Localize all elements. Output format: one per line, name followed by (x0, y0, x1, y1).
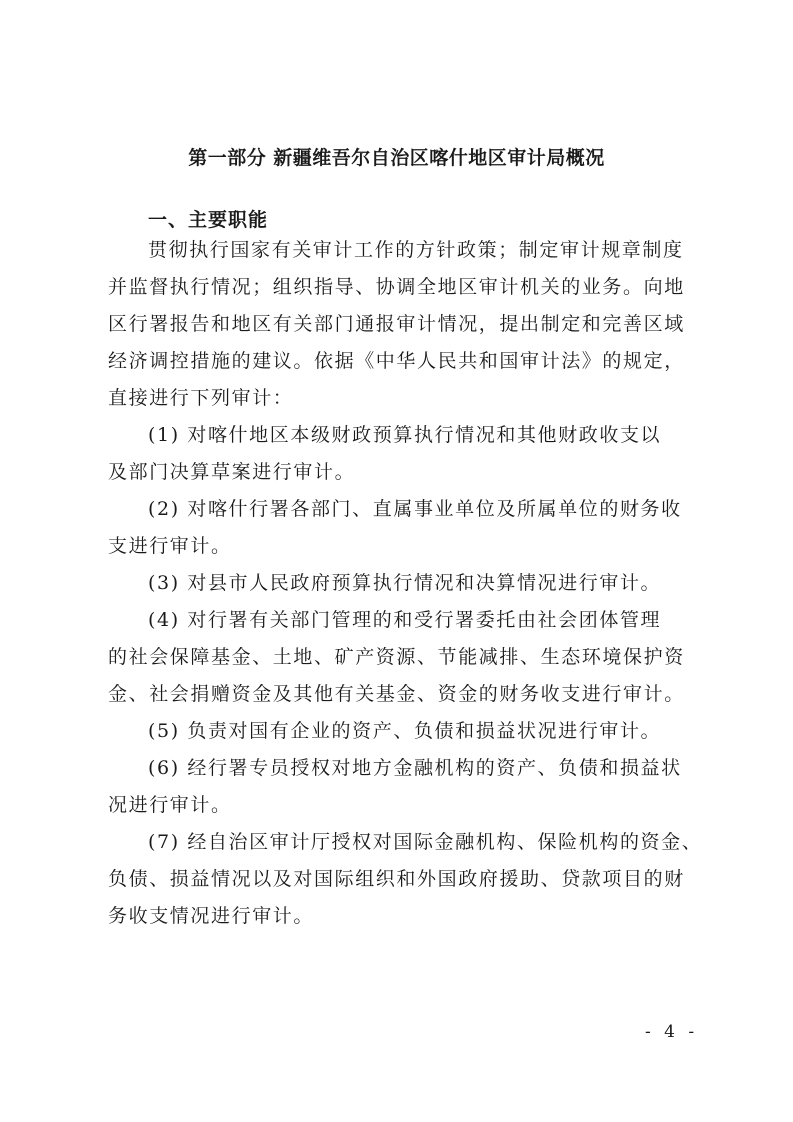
list-item-line: 务收支情况进行审计。 (108, 905, 315, 927)
paragraph-line: 并监督执行情况；组织指导、协调全地区审计机关的业务。向地 (108, 276, 685, 298)
list-item-line: 金、社会捐赠资金及其他有关基金、资金的财务收支进行审计。 (108, 683, 685, 705)
list-item-line: 负债、损益情况以及对国际组织和外国政府援助、贷款项目的财 (108, 868, 685, 890)
paragraph-line: 直接进行下列审计： (108, 387, 294, 409)
list-item-line: (5) 负责对国有企业的资产、负债和损益状况进行审计。 (148, 720, 662, 742)
page-title: 第一部分 新疆维吾尔自治区喀什地区审计局概况 (188, 147, 605, 169)
section-heading: 一、主要职能 (148, 209, 269, 231)
list-item-line: (3) 对县市人民政府预算执行情况和决算情况进行审计。 (148, 572, 662, 594)
list-item-line: 的社会保障基金、土地、矿产资源、节能减排、生态环境保护资 (108, 646, 685, 668)
list-item-line: (7) 经自治区审计厅授权对国际金融机构、保险机构的资金、 (148, 831, 703, 853)
list-item-line: (6) 经行署专员授权对地方金融机构的资产、负债和损益状 (148, 757, 682, 779)
list-item-line: (1) 对喀什地区本级财政预算执行情况和其他财政收支以 (148, 424, 662, 446)
list-item-line: (4) 对行署有关部门管理的和受行署委托由社会团体管理 (148, 609, 662, 631)
paragraph-line: 区行署报告和地区有关部门通报审计情况，提出制定和完善区域 (108, 313, 685, 335)
list-item-line: 及部门决算草案进行审计。 (108, 461, 356, 483)
paragraph-line: 经济调控措施的建议。依据《中华人民共和国审计法》的规定， (108, 350, 685, 372)
paragraph-line: 贯彻执行国家有关审计工作的方针政策；制定审计规章制度 (148, 239, 684, 261)
list-item-line: 况进行审计。 (108, 794, 232, 816)
page-number: - 4 - (645, 1022, 699, 1042)
list-item-line: 支进行审计。 (108, 535, 232, 557)
list-item-line: (2) 对喀什行署各部门、直属事业单位及所属单位的财务收 (148, 498, 682, 520)
